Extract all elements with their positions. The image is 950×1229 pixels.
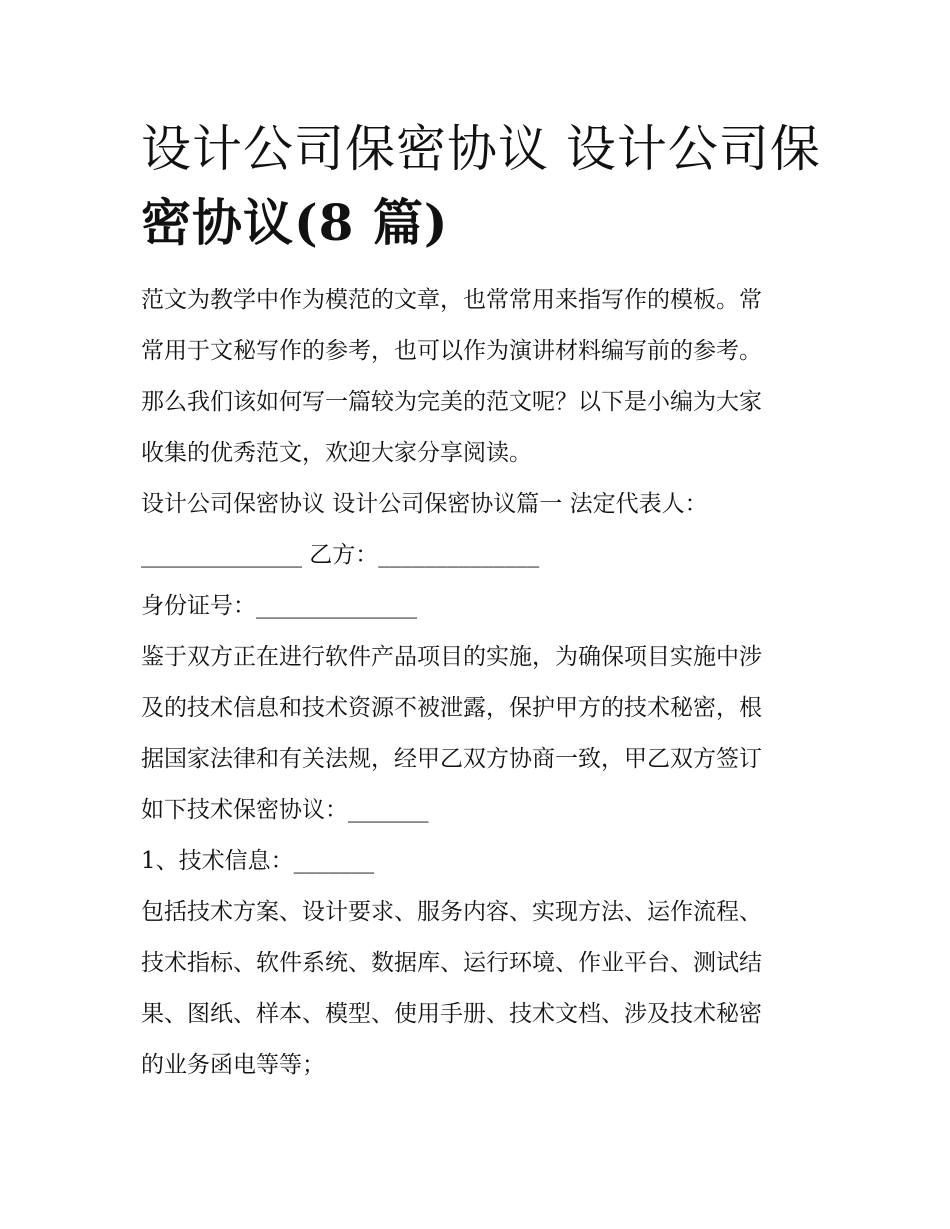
body-line-15: 果、图纸、样本、模型、使用手册、技术文档、涉及技术秘密 [141, 1001, 762, 1027]
body-line-11: 如下技术保密协议：_______ [141, 797, 429, 823]
body-line-5: 设计公司保密协议 设计公司保密协议篇一 法定代表人： [141, 491, 708, 517]
body-line-3: 那么我们该如何写一篇较为完美的范文呢？以下是小编为大家 [141, 389, 762, 415]
body-line-9: 及的技术信息和技术资源不被泄露，保护甲方的技术秘密，根 [141, 695, 762, 721]
body-line-10: 据国家法律和有关法规，经甲乙双方协商一致，甲乙双方签订 [141, 746, 762, 772]
body-line-8: 鉴于双方正在进行软件产品项目的实施，为确保项目实施中涉 [141, 644, 762, 670]
body-line-1: 范文为教学中作为模范的文章，也常常用来指写作的模板。常 [141, 287, 762, 313]
body-line-4: 收集的优秀范文，欢迎大家分享阅读。 [141, 440, 532, 466]
body-line-6: ______________ 乙方：______________ [141, 542, 540, 568]
title-line-1: 设计公司保密协议 设计公司保 [141, 120, 821, 178]
body-line-7: 身份证号：______________ [141, 593, 417, 619]
body-line-2: 常用于文秘写作的参考，也可以作为演讲材料编写前的参考。 [141, 338, 762, 364]
document-title [141, 112, 821, 260]
title-line-2: 密协议(8 篇) [141, 193, 449, 252]
body-line-16: 的业务函电等等； [141, 1052, 325, 1078]
body-line-13: 包括技术方案、设计要求、服务内容、实现方法、运作流程、 [141, 899, 762, 925]
body-line-12: 1、技术信息：_______ [141, 848, 375, 874]
body-line-14: 技术指标、软件系统、数据库、运行环境、作业平台、测试结 [141, 950, 762, 976]
